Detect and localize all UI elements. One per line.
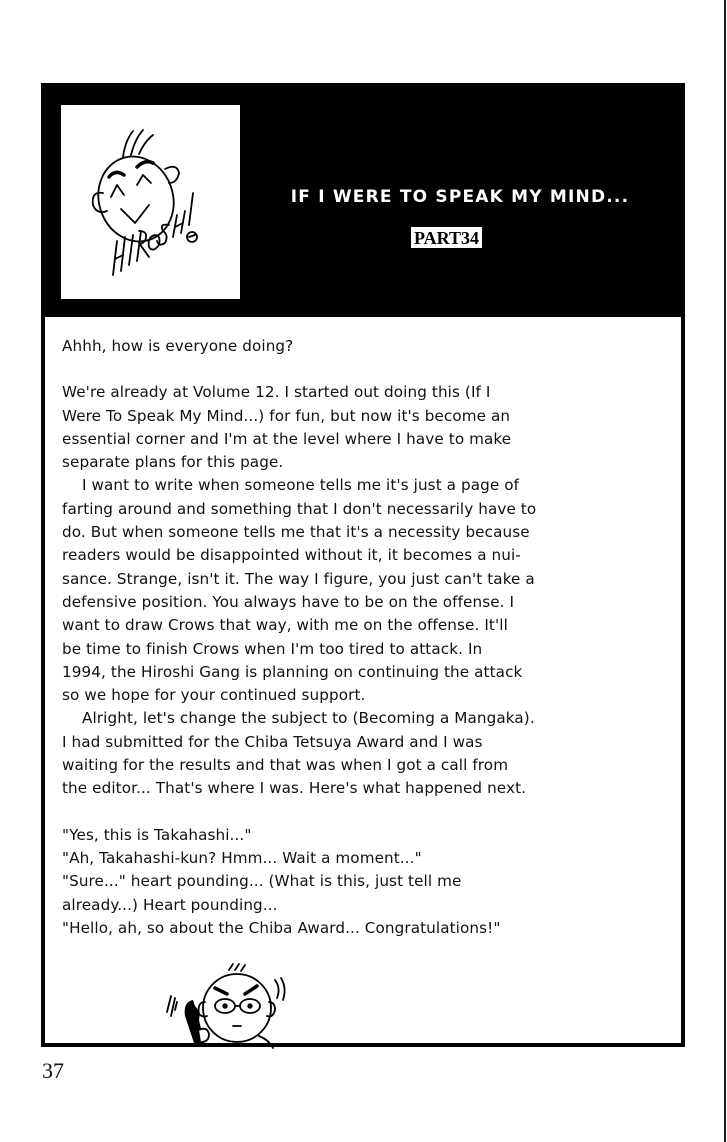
part-badge: PART34 — [411, 227, 482, 248]
author-note-frame — [41, 83, 685, 1047]
body-line: so we hope for your continued support. — [62, 686, 366, 705]
body-line: We're already at Volume 12. I started out doing this (If I — [62, 383, 491, 402]
body-line: 1994, the Hiroshi Gang is planning on continuing the attack — [62, 662, 523, 681]
header-banner — [45, 87, 681, 317]
paragraph-gap — [62, 801, 682, 824]
body-line: waiting for the results and that was when I got a call from — [62, 756, 509, 775]
hiroshi-self-portrait-icon — [61, 105, 240, 299]
page-edge-line — [724, 0, 726, 1142]
dialogue-line: already...) Heart pounding... — [62, 895, 278, 914]
body-line: readers would be disappointed without it, it becomes a nui- — [62, 546, 521, 565]
body-line: Were To Speak My Mind...) for fun, but now it's become an — [62, 406, 511, 425]
phone-art — [155, 960, 305, 1054]
portrait-box — [61, 105, 240, 299]
body-line: Ahhh, how is everyone doing? — [62, 337, 294, 355]
body-line: Alright, let's change the subject to (Becoming a Mangaka). — [82, 709, 535, 728]
dialogue-line: "Yes, this is Takahashi..." — [62, 825, 252, 844]
page-number: 37 — [42, 1058, 64, 1083]
dialogue-line: "Ah, Takahashi-kun? Hmm... Wait a moment..." — [62, 848, 422, 867]
body-line: do. But when someone tells me that it's a necessity because — [62, 523, 530, 542]
body-line: sance. Strange, isn't it. The way I figure, you just can't take a — [62, 569, 535, 588]
body-line: I had submitted for the Chiba Tetsuya Award and I was — [62, 732, 483, 751]
body-line: defensive position. You always have to be on the offense. I — [62, 592, 515, 611]
body-line: farting around and something that I don't necessarily have to — [62, 499, 537, 518]
body-line: separate plans for this page. — [62, 453, 284, 472]
body-line: essential corner and I'm at the level where I have to make — [62, 429, 512, 448]
author-on-phone-icon — [155, 960, 305, 1050]
body-line: the editor... That's where I was. Here's what happened next. — [62, 779, 527, 798]
dialogue-line: "Sure..." heart pounding... (What is this, just tell me — [62, 872, 462, 891]
body-line: want to draw Crows that way, with me on the offense. It'll — [62, 616, 508, 635]
body-line: be time to finish Crows when I'm too tired to attack. In — [62, 639, 483, 658]
paragraph-gap — [62, 358, 682, 381]
column-title: IF I WERE TO SPEAK MY MIND... — [290, 187, 630, 207]
dialogue-line: "Hello, ah, so about the Chiba Award... Congratulations!" — [62, 918, 501, 937]
body-line: I want to write when someone tells me it's just a page of — [82, 476, 520, 495]
author-note-body — [62, 335, 682, 940]
